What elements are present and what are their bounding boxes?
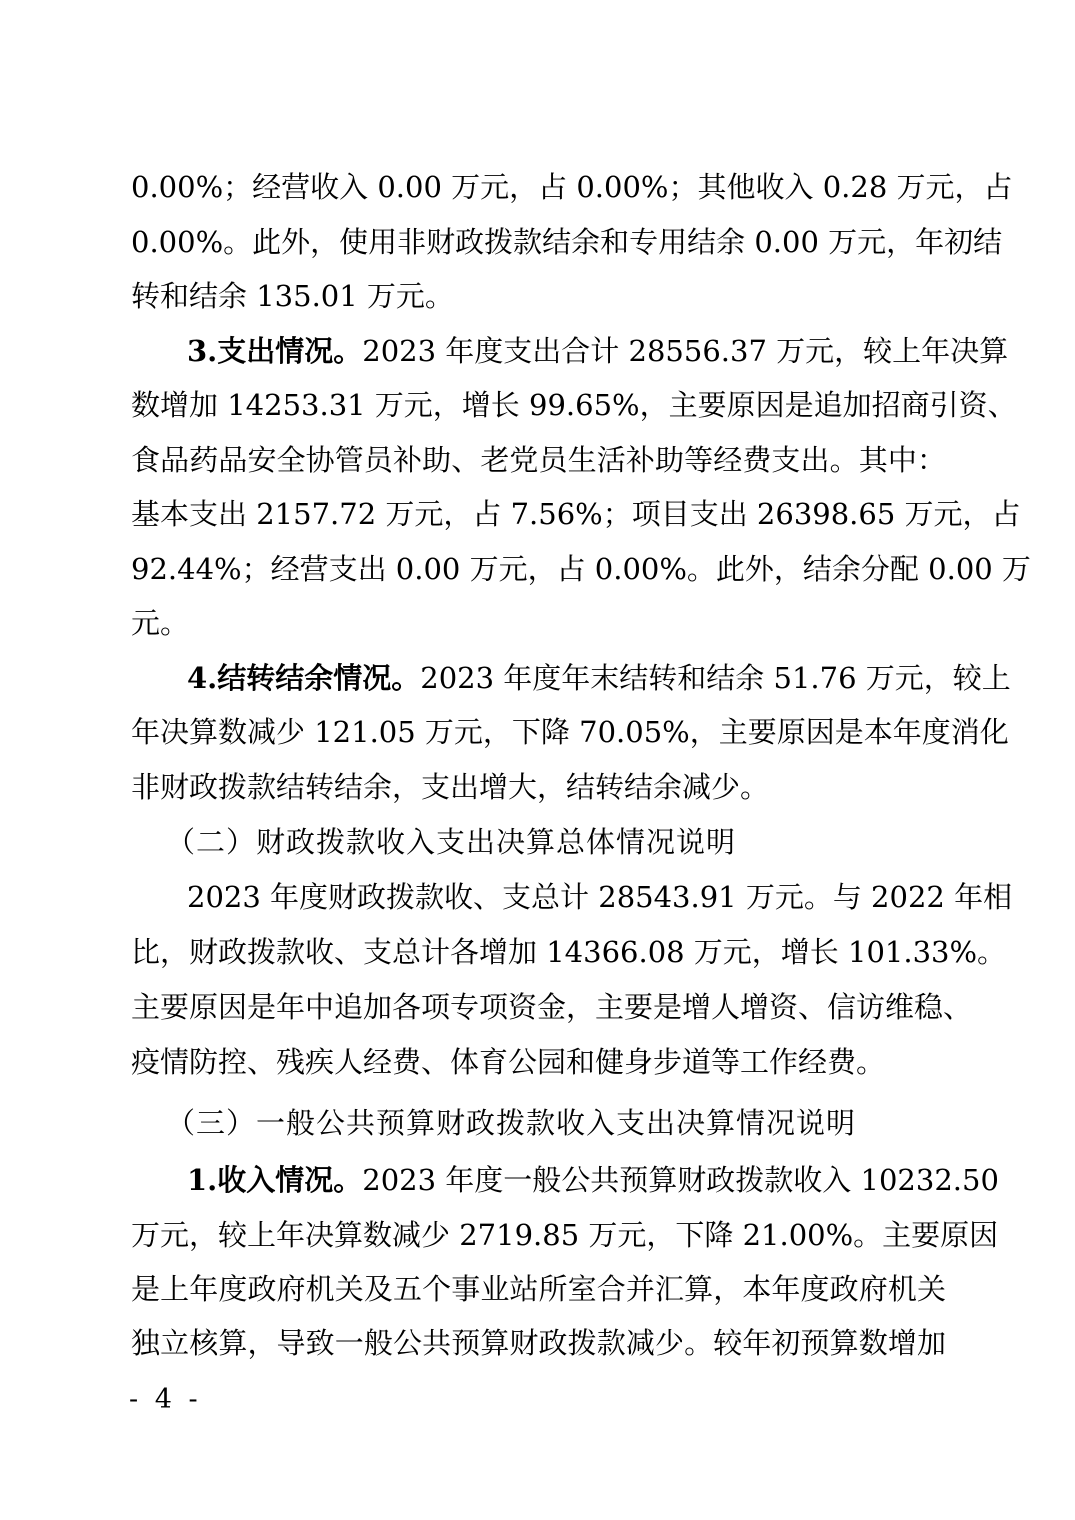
section-1-heading: 1.收入情况。 <box>187 1163 363 1197</box>
subsection-2-heading: （二）财政拨款收入支出决算总体情况说明 <box>166 825 737 859</box>
paragraph-line: 万元，较上年决算数减少 2719.85 万元，下降 21.00%。主要原因 <box>131 1218 999 1252</box>
paragraph-line: 独立核算，导致一般公共预算财政拨款减少。较年初预算数增加 <box>131 1326 946 1360</box>
paragraph-text: 2023 年度支出合计 28556.37 万元，较上年决算 <box>362 334 1009 368</box>
paragraph-line: 比，财政拨款收、支总计各增加 14366.08 万元，增长 101.33%。 <box>131 935 1007 969</box>
paragraph-line: 0.00%。此外，使用非财政拨款结余和专用结余 0.00 万元，年初结 <box>131 225 1003 259</box>
paragraph-line: 疫情防控、残疾人经费、体育公园和健身步道等工作经费。 <box>131 1045 886 1079</box>
paragraph-text: 2023 年度一般公共预算财政拨款收入 10232.50 <box>362 1163 999 1197</box>
paragraph-line: 非财政拨款结转结余，支出增大，结转结余减少。 <box>131 770 770 804</box>
section-3-heading: 3.支出情况。 <box>187 334 363 368</box>
page-number: - 4 - <box>129 1384 202 1415</box>
paragraph-line: 92.44%；经营支出 0.00 万元，占 0.00%。此外，结余分配 0.00 万 <box>131 552 1031 586</box>
section-1-income-line <box>187 1160 999 1200</box>
paragraph-line: 基本支出 2157.72 万元，占 7.56%；项目支出 26398.65 万元，占 <box>131 497 1021 531</box>
paragraph-line: 是上年度政府机关及五个事业站所室合并汇算，本年度政府机关 <box>131 1272 946 1306</box>
section-4-carryover-line <box>187 658 1011 698</box>
paragraph-line: 转和结余 135.01 万元。 <box>131 279 454 313</box>
paragraph-line: 食品药品安全协管员补助、老党员生活补助等经费支出。其中： <box>131 443 946 477</box>
section-4-heading: 4.结转结余情况。 <box>187 661 421 695</box>
paragraph-line: 元。 <box>131 606 190 640</box>
paragraph-line: 2023 年度财政拨款收、支总计 28543.91 万元。与 2022 年相 <box>187 880 1013 914</box>
paragraph-text: 2023 年度年末结转和结余 51.76 万元，较上 <box>420 661 1011 695</box>
paragraph-line: 数增加 14253.31 万元，增长 99.65%，主要原因是追加招商引资、 <box>131 388 1017 422</box>
paragraph-line: 主要原因是年中追加各项专项资金，主要是增人增资、信访维稳、 <box>131 990 973 1024</box>
paragraph-line: 年决算数减少 121.05 万元，下降 70.05%，主要原因是本年度消化 <box>131 715 1009 749</box>
section-3-expenditure-line <box>187 331 1009 371</box>
paragraph-line: 0.00%；经营收入 0.00 万元，占 0.00%；其他收入 0.28 万元，占 <box>131 170 1013 204</box>
subsection-3-heading: （三）一般公共预算财政拨款收入支出决算情况说明 <box>166 1106 857 1140</box>
